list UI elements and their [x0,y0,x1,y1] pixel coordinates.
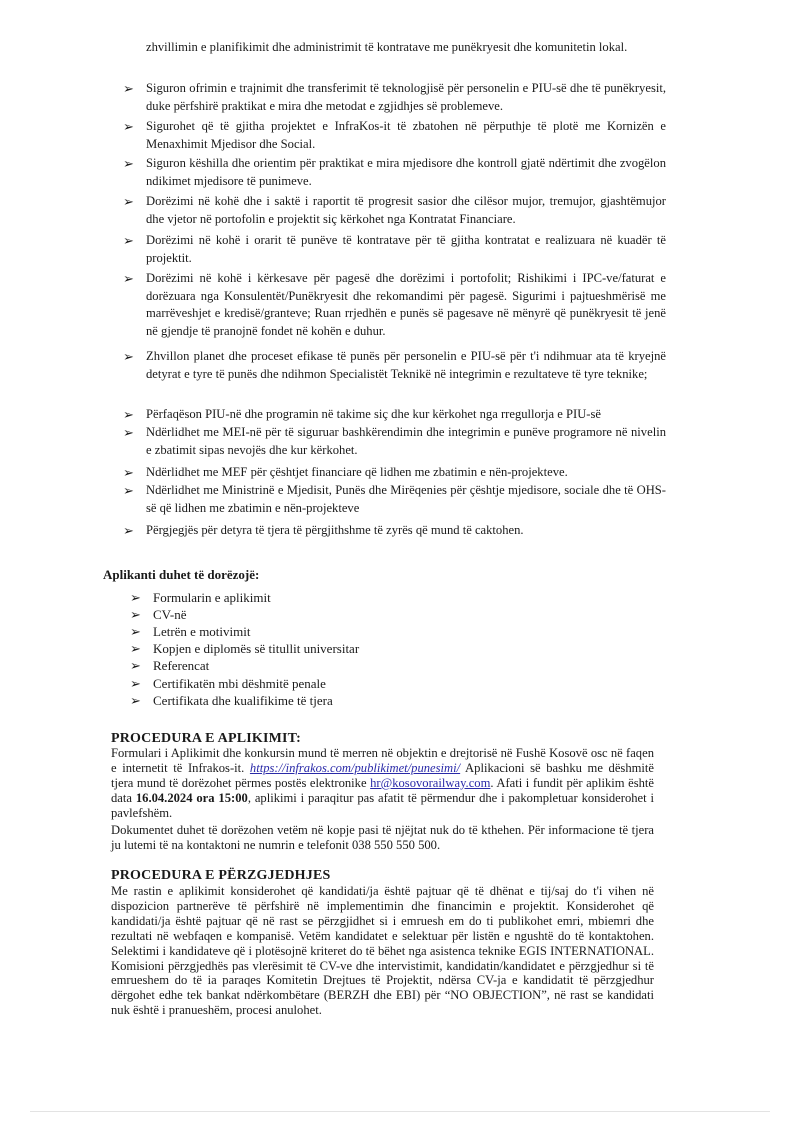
application-procedure-text [111,746,654,821]
bullet-arrow-icon: ➢ [130,607,141,622]
bullet-arrow-icon: ➢ [123,425,134,440]
bullet-arrow-icon: ➢ [130,693,141,708]
duty-item: Ndërlidhet me Ministrinë e Mjedisit, Punës dhe Mirëqenies për çështje mjedisore, sociale dhe të OHS-së që lidhen me zbatimin e nën-projekteve [146,483,666,515]
bullet-arrow-icon: ➢ [123,119,134,134]
application-text-4: , aplikimi i paraqitur pas afatit të përmendur dhe i pakompletuar konsiderohet i pavlefshëm. [111,790,654,820]
page-edge-line [30,1111,770,1112]
bullet-arrow-icon: ➢ [123,194,134,209]
careers-link[interactable]: https://infrakos.com/publikimet/punesimi/ [249,760,461,775]
duty-item: Sigurohet që të gjitha projektet e InfraKos-it të zbatohen në përputhje të plotë me Kornizën e Menaxhimit Mjedisor dhe Social. [146,119,666,151]
bullet-arrow-icon: ➢ [130,590,141,605]
duty-item: Siguron këshilla dhe orientim për praktikat e mira mjedisore dhe kontroll gjatë ndërtimit dhe zvogëlon ndikimet mjedisore të punimeve. [146,156,666,188]
duty-item: Ndërlidhet me MEF për çështjet financiare që lidhen me zbatimin e nën-projekteve. [146,465,568,479]
applicant-item: Formularin e aplikimit [153,590,271,605]
duty-item: Dorëzimi në kohë dhe i saktë i raportit të progresit sasior dhe cilësor mujor, tremujor, gjashtëmujor dhe vjetor në portofolin e projektit siç kërkohet nga Kontratat Financiare. [146,194,666,226]
applicant-item: Certifikata dhe kualifikime të tjera [153,693,333,708]
duty-item: Zhvillon planet dhe proceset efikase të punës për personelin e PIU-së për t'i ndihmuar ata të kryejnë detyrat e tyre të punës dhe ndihmon Specialistët Teknikë në integrimin e rezultateve të tyre teknike; [146,349,666,381]
applicant-item: Certifikatën mbi dëshmitë penale [153,676,326,691]
bullet-arrow-icon: ➢ [123,483,134,498]
bullet-arrow-icon: ➢ [123,233,134,248]
duty-item: Siguron ofrimin e trajnimit dhe transferimit të teknologjisë për personelin e PIU-së dhe të punëkryesit, duke përfshirë praktikat e mira dhe metodat e zgjidhjes së problemeve. [146,81,666,113]
hr-email-link[interactable]: hr@kosovorailway.com [370,775,491,790]
bullet-arrow-icon: ➢ [130,624,141,639]
application-text-3: . Afati i fundit për aplikim është data [111,775,654,805]
duty-item: Dorëzimi në kohë i kërkesave për pagesë dhe dorëzimi i portofolit; Rishikimi i IPC-ve/faturat e dorëzuara nga Konsulentët/Punëkryesit dhe rekomandimi për pagesë. Sigurimi i pajtueshmërisë me marrëveshjet e kredisë/granteve; Ruan rrjedhën e punës së pagesave në mënyrë që punëkryesit të jenë në gjendje të pranojnë fondet në kohën e duhur. [146,271,666,338]
duty-item: Dorëzimi në kohë i orarit të punëve të kontratave për të gjitha kontratat e realizuara në kuadër të projektit. [146,233,666,265]
bullet-arrow-icon: ➢ [130,676,141,691]
bullet-arrow-icon: ➢ [130,658,141,673]
bullet-arrow-icon: ➢ [123,271,134,286]
bullet-arrow-icon: ➢ [123,407,134,422]
application-text-2: Aplikacioni së bashku me dëshmitë tjera mund të dorëzohet përmes postës elektronike [111,760,654,790]
deadline-date: 16.04.2024 ora 15:00 [135,790,248,805]
bullet-arrow-icon: ➢ [123,81,134,96]
bullet-arrow-icon: ➢ [123,523,134,538]
applicant-heading: Aplikanti duhet të dorëzojë: [103,567,260,582]
bullet-arrow-icon: ➢ [123,349,134,364]
duty-item: Përfaqëson PIU-në dhe programin në takime siç dhe kur kërkohet nga rregullorja e PIU-së [146,407,601,421]
bullet-arrow-icon: ➢ [130,641,141,656]
selection-procedure-text: Me rastin e aplikimit konsiderohet që kandidati/ja është pajtuar që të dhënat e tij/saj do t'i vihen në dispozicion partnerëve të përfshirë në implementimin dhe financimin e projektit. Konsiderohet që kandidati/ja është pajtuar që në rast se përzgjidhet si i emruesh em do ti publikohet emri, mbiemri dhe rezultati në webfaqen e kompanisë. Vetëm kandidatet e selektuar për listën e ngushtë do të kontaktohen. Selektimi i kandidateve që i plotësojnë kriteret do të bëhet nga asistenca teknike EGIS INTERNATIONAL. Komisioni përzgjedhës pas vlerësimit të CV-ve dhe intervistimit, kandidatin/kandidatet e përzgjedhur si të emrueshem do të ia paraqes Komitetin Drejtues të Projektit, ndërsa CV-ja e kandidatit të përzgjedhur dërgohet edhe tek bankat ndërkombëtare (BERZH dhe EBI) për “NO OBJECTION”, në rast se kandidati nuk është i pranueshëm, procesi anulohet. [111,884,654,1018]
applicant-item: Kopjen e diplomës së titullit universitar [153,641,360,656]
application-procedure-heading: PROCEDURA E APLIKIMIT: [111,731,302,746]
applicant-item: Letrën e motivimit [153,624,251,639]
duty-item: Ndërlidhet me MEI-në për të siguruar bashkërendimin dhe integrimin e punëve programore në nivelin e zbatimit sipas nevojës dhe kur kërkohet. [146,425,666,457]
duty-item: Përgjegjës për detyra të tjera të përgjithshme të zyrës që mund të caktohen. [146,523,524,537]
applicant-item: Referencat [153,658,210,673]
application-text-1: Formulari i Aplikimit dhe konkursin mund të merren në objektin e drejtorisë në Fushë Kosovë osc në faqen e internetit të Infrakos-it. [111,746,654,775]
documents-note: Dokumentet duhet të dorëzohen vetëm në kopje pasi të njëjtat nuk do të kthehen. Për informacione të tjera ju lutemi të na kontaktoni ne numrin e telefonit 038 550 550 500. [111,823,654,852]
bullet-arrow-icon: ➢ [123,465,134,480]
bullet-arrow-icon: ➢ [123,156,134,171]
continuation-text: zhvillimin e planifikimit dhe administrimit të kontratave me punëkryesit dhe komunitetin lokal. [146,40,628,54]
selection-procedure-heading: PROCEDURA E PËRZGJEDHJES [111,868,331,883]
applicant-item: CV-në [153,607,187,622]
